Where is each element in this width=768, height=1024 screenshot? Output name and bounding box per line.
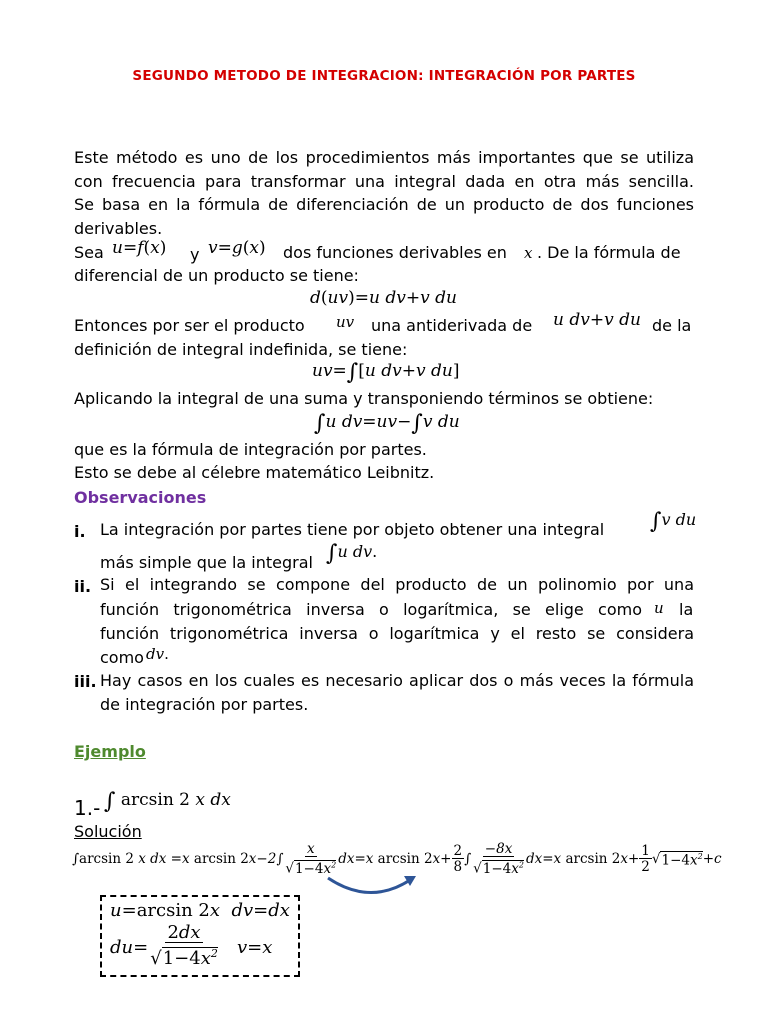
ejemplo-heading: Ejemplo <box>74 742 146 761</box>
page-title: SEGUNDO METODO DE INTEGRACION: INTEGRACIÓN POR PARTES <box>132 68 636 84</box>
var-dv: dv. <box>146 645 169 663</box>
var-u: u <box>654 599 664 617</box>
formula-u-fx: u=f(x) <box>112 238 167 258</box>
sea-end: . De la fórmula de <box>537 243 681 262</box>
formula-udv-vdu: u dv+v du <box>553 310 641 330</box>
substitution-u-dv: u=arcsin 2x dv=dx <box>110 900 290 921</box>
obs-line: Hay casos en los cuales es necesario aplicar dos o más veces la fórmula <box>100 671 694 690</box>
example-integral: ∫ arcsin 2 x dx <box>104 789 231 814</box>
paragraph-line: Aplicando la integral de una suma y transponiendo términos se obtiene: <box>74 389 654 408</box>
obs-number: i. <box>74 522 86 541</box>
example-number: 1.- <box>74 796 101 820</box>
paragraph-line: definición de integral indefinida, se tiene: <box>74 340 408 359</box>
obs-line: La integración por partes tiene por objeto obtener una integral <box>100 520 605 539</box>
entonces-part1: Entonces por ser el producto <box>74 316 305 335</box>
solucion-label: Solución <box>74 822 142 841</box>
obs-line: función trigonométrica inversa o logarítmica, se elige como <box>100 600 642 619</box>
paragraph-line: derivables. <box>74 219 163 238</box>
formula-d-uv: d(uv)=u dv+v du <box>310 288 457 308</box>
substitution-du-v: du= $\frac{2dx}{√1-4x^2}$ v=x <box>110 922 273 969</box>
paragraph-line: diferencial de un producto se tiene: <box>74 266 359 285</box>
obs-line: de integración por partes. <box>100 695 309 714</box>
formula-int-v-du: ∫v du <box>650 509 697 534</box>
observaciones-heading: Observaciones <box>74 488 207 507</box>
formula-integration-by-parts: ∫u dv=uv−∫v du <box>314 411 460 436</box>
entonces-part2: una antiderivada de <box>371 316 533 335</box>
paragraph-line: Se basa en la fórmula de diferenciación de un producto de dos funciones <box>74 195 694 214</box>
formula-uv-integral: uv=∫[u dv+v du] <box>312 360 460 385</box>
obs-line: la <box>679 600 694 619</box>
y-word: y <box>190 245 200 264</box>
var-x: x <box>524 244 533 262</box>
obs-line: como <box>100 648 144 667</box>
obs-number: iii. <box>74 672 97 691</box>
paragraph-line: que es la fórmula de integración por partes. <box>74 440 427 459</box>
formula-int-u-dv: ∫u dv. <box>326 541 378 566</box>
sea-rest: dos funciones derivables en <box>283 243 507 262</box>
obs-line: función trigonométrica inversa o logarítmica y el resto se considera <box>100 624 694 643</box>
entonces-part3: de la <box>652 316 692 335</box>
formula-uv: uv <box>336 313 355 331</box>
solution-formula: ∫ arcsin 2 x dx =x arcsin 2 x−2 ∫ $\frac{x}{√1-4x^2}$ dx=x arcsin 2 x+ $\frac{2}{8}$ ∫ $\frac{-8x}{√1-4x^2}$ dx=x arcsin 2 x+ $\frac{1}{2}$ √ $1-4x^2$ +c <box>72 841 722 877</box>
paragraph-line: con frecuencia para transformar una integral dada en otra más sencilla. <box>74 172 694 191</box>
formula-v-gx: v=g(x) <box>208 238 266 258</box>
obs-line: Si el integrando se compone del producto de un polinomio por una <box>100 575 694 594</box>
sea-word: Sea <box>74 243 104 262</box>
arrow-curve-icon <box>320 872 420 902</box>
obs-line: más simple que la integral <box>100 553 313 572</box>
obs-number: ii. <box>74 577 92 596</box>
paragraph-line: Este método es uno de los procedimientos más importantes que se utiliza <box>74 148 694 167</box>
paragraph-line: Esto se debe al célebre matemático Leibnitz. <box>74 463 435 482</box>
